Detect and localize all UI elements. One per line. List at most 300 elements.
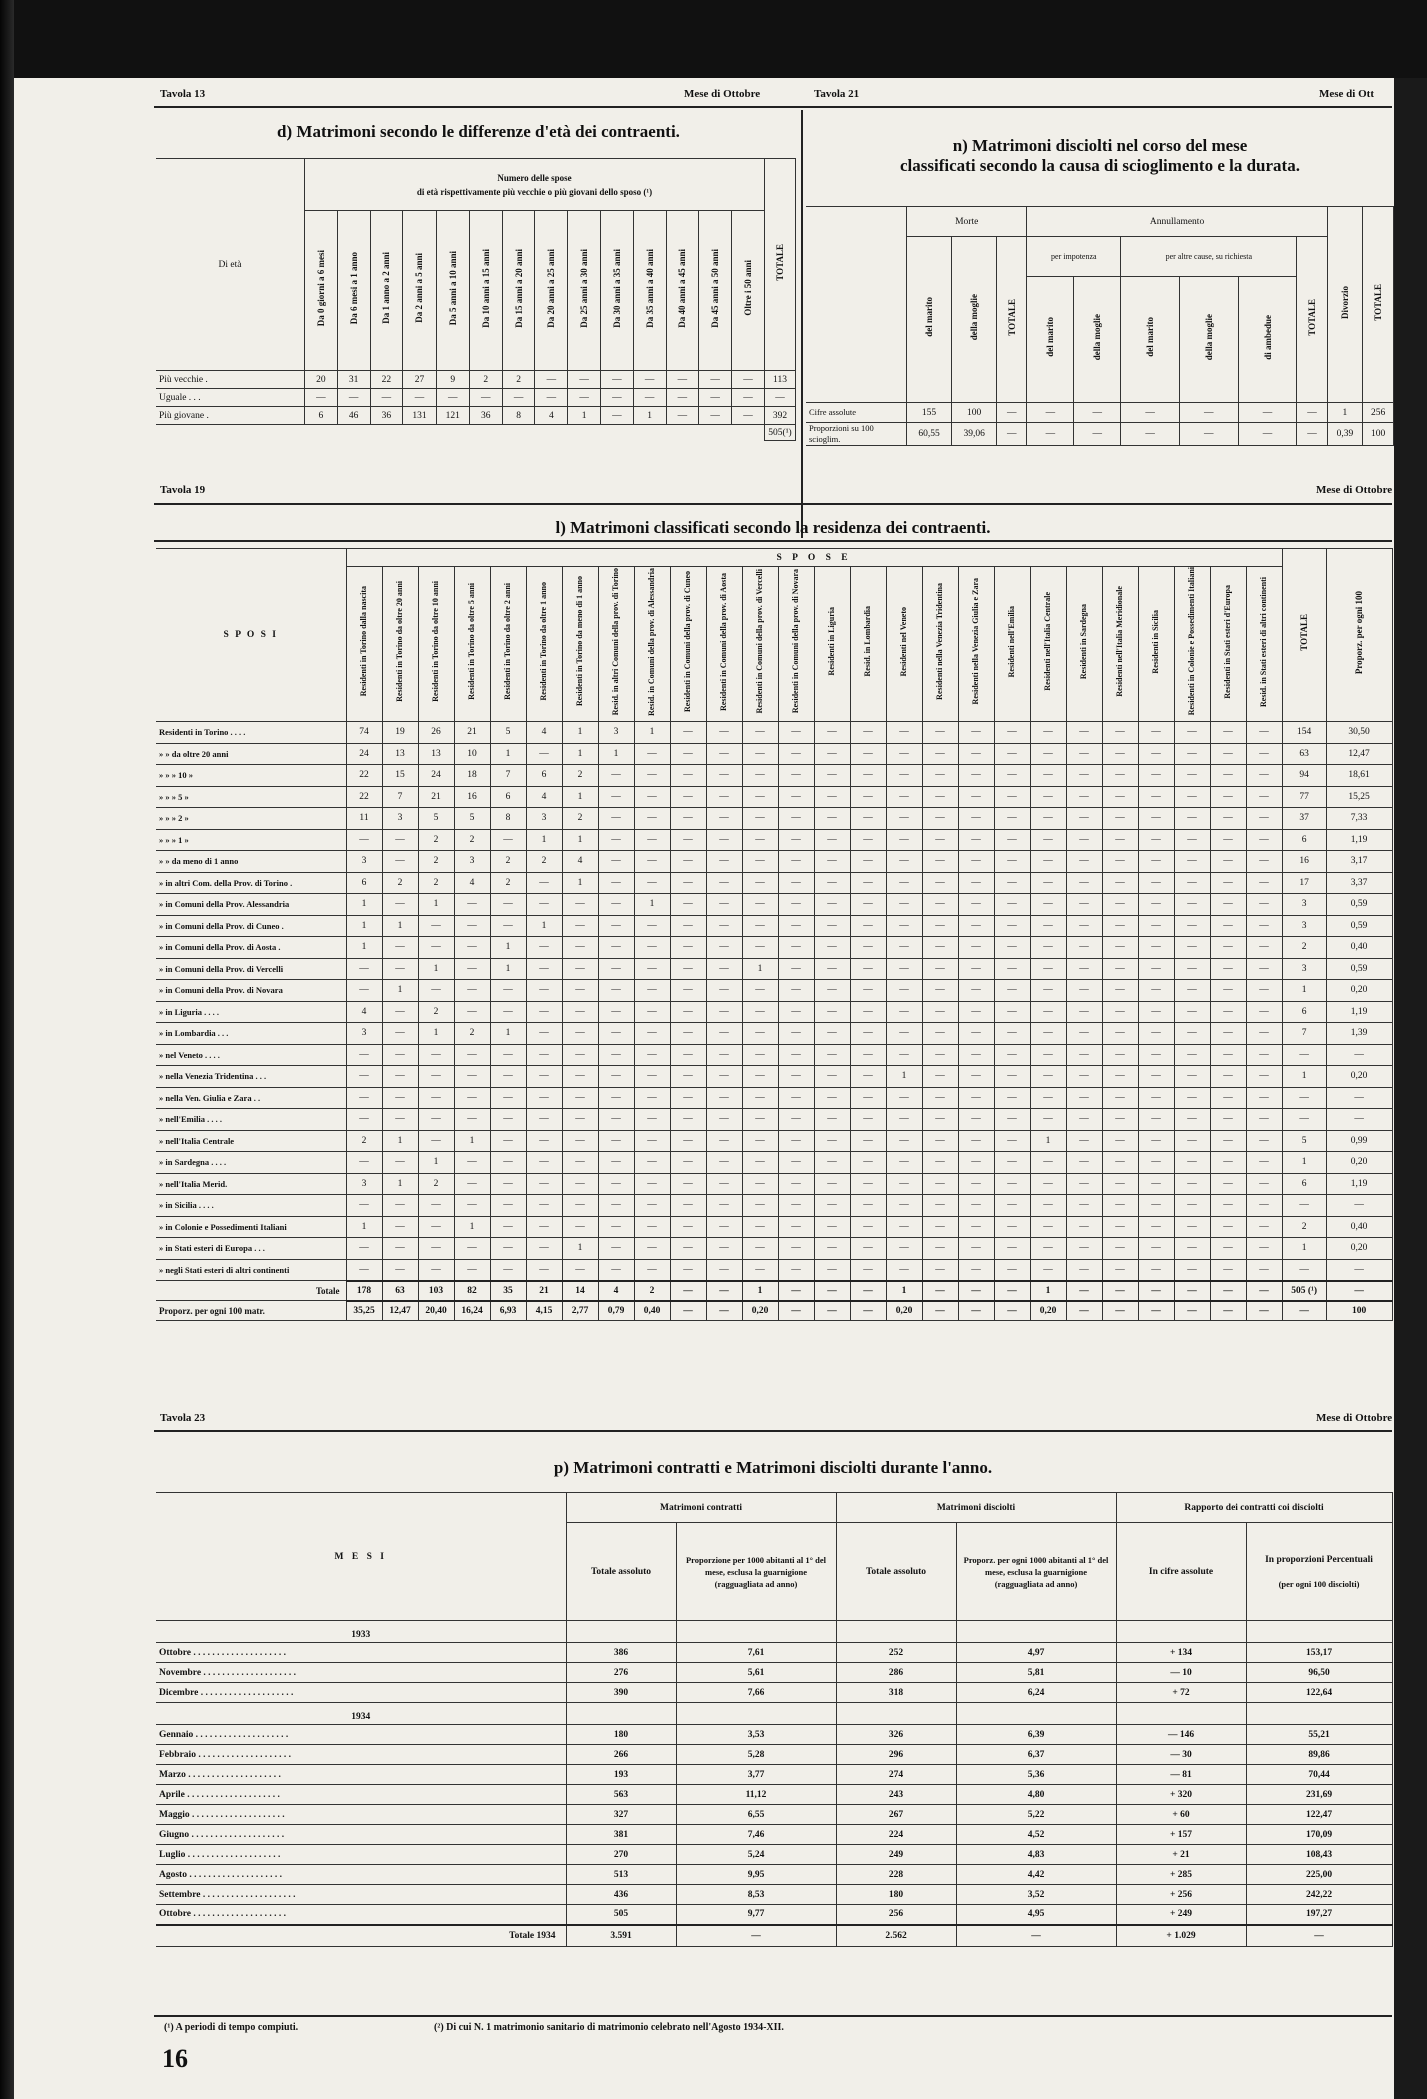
table-l-cell: — [1174, 829, 1210, 851]
table-l-cell: — [1246, 1152, 1282, 1174]
table-l-cell: 1 [418, 1023, 454, 1045]
table-l-cell: — [994, 1087, 1030, 1109]
table-d-cell: — [633, 389, 666, 407]
table-l-cell: — [778, 1238, 814, 1260]
table-l-cell: — [850, 980, 886, 1002]
table-l-cell: — [1138, 894, 1174, 916]
table-l-cell: — [886, 915, 922, 937]
table-l-cell: — [1210, 1001, 1246, 1023]
table-l-cell: — [454, 937, 490, 959]
table-l-col [454, 567, 490, 722]
table-p-cell [676, 1621, 836, 1643]
table-d-col-total [765, 159, 796, 371]
table-d-cell: 121 [436, 407, 469, 425]
table-l-cell: — [490, 1087, 526, 1109]
table-l-col-label: Residenti in Stati esteri d'Europa [1223, 584, 1232, 699]
table-l-cell: — [1210, 894, 1246, 916]
table-l-cell: — [850, 1173, 886, 1195]
table-l-cell: 1 [454, 1130, 490, 1152]
table-d-cell: 6 [305, 407, 338, 425]
table-p-month-label: Agosto . . . . . . . . . . . . . . . . . . . . [156, 1865, 566, 1885]
table-l-cell: — [778, 894, 814, 916]
table-l-cell: 2 [454, 1023, 490, 1045]
table-p-cell [956, 1703, 1116, 1725]
table-l-row-label: » nell'Italia Merid. [156, 1173, 346, 1195]
table-l-cell: — [1138, 1216, 1174, 1238]
table-p-row [156, 1845, 1392, 1865]
table-p-month-label: Giugno . . . . . . . . . . . . . . . . . . . . [156, 1825, 566, 1845]
table-d-cell: — [403, 389, 436, 407]
table-l-cell: 2 [418, 1173, 454, 1195]
table-l-cell: — [994, 851, 1030, 873]
table-l-cell: — [670, 1130, 706, 1152]
table-l-cell: — [814, 1301, 850, 1321]
table-l-cell: — [526, 1109, 562, 1131]
table-l-cell: — [670, 980, 706, 1002]
table-l-cell: — [1210, 1087, 1246, 1109]
table-l-row [156, 1130, 1392, 1152]
table-p-row [156, 1745, 1392, 1765]
table-l-cell: — [1066, 722, 1102, 744]
table-n-col [1179, 277, 1238, 403]
table-p-row [156, 1725, 1392, 1745]
table-l-total-row [156, 1281, 1392, 1301]
table-l-cell: — [778, 1195, 814, 1217]
table-l-cell: — [778, 1152, 814, 1174]
table-p-cell [566, 1621, 676, 1643]
table-l-cell: — [1210, 1130, 1246, 1152]
table-p-cell: 381 [566, 1825, 676, 1845]
table-d-col [305, 211, 338, 371]
table-n-col-label: di ambedue [1262, 314, 1273, 360]
table-l-cell: — [994, 1130, 1030, 1152]
table-l-cell: 2 [562, 808, 598, 830]
table-p-cell [1246, 1621, 1392, 1643]
table-l-cell: — [742, 1087, 778, 1109]
table-l-col-label: Residenti in Torino da oltre 20 anni [395, 581, 404, 702]
table-p-cell: 7,46 [676, 1825, 836, 1845]
table-p-col-perc-1: In proporzioni Percentuali [1265, 1554, 1373, 1565]
table-l-cell: — [382, 1195, 418, 1217]
table-l-cell: 6 [526, 765, 562, 787]
table-d-col [535, 211, 568, 371]
table-l-cell: — [778, 872, 814, 894]
table-l-cell: — [1102, 722, 1138, 744]
table-l-cell: — [1246, 786, 1282, 808]
table-l-cell: — [814, 1216, 850, 1238]
table-l-cell: — [1030, 1259, 1066, 1281]
table-l-cell: — [490, 1109, 526, 1131]
table-l-cell: — [1282, 1087, 1326, 1109]
table-l-cell: 0,79 [598, 1301, 634, 1321]
table-l-cell: — [634, 1216, 670, 1238]
table-n-col-label: del marito [924, 297, 935, 337]
table-p-cell: 5,81 [956, 1663, 1116, 1683]
table-l-cell: — [1246, 1023, 1282, 1045]
table-l-cell: — [706, 851, 742, 873]
table-l-cell: — [670, 829, 706, 851]
table-l-cell: — [814, 1173, 850, 1195]
table-l-cell: — [670, 1066, 706, 1088]
table-p-cell: 4,80 [956, 1785, 1116, 1805]
table-l-cell: 19 [382, 722, 418, 744]
table-l-cell: — [490, 1044, 526, 1066]
table-l-cell: — [1102, 765, 1138, 787]
table-l-cell: 10 [454, 743, 490, 765]
table-l-cell: — [670, 937, 706, 959]
table-l-cell: — [922, 915, 958, 937]
table-l-cell: — [814, 722, 850, 744]
table-l-cell: — [886, 765, 922, 787]
table-p-cell: 252 [836, 1643, 956, 1663]
table-l-cell: — [1066, 1195, 1102, 1217]
table-n-col [952, 237, 997, 403]
table-l-cell: — [1138, 1152, 1174, 1174]
table-l-cell: 5 [454, 808, 490, 830]
table-l-cell: — [1246, 1173, 1282, 1195]
table-l-cell: — [1066, 1238, 1102, 1260]
table-l-cell: — [634, 1152, 670, 1174]
table-p-body [156, 1621, 1392, 1947]
table-l-cell: — [1174, 786, 1210, 808]
table-l-cell: — [1138, 1281, 1174, 1301]
table-l-cell: — [382, 937, 418, 959]
table-l-cell: — [670, 1001, 706, 1023]
table-l-cell: 2 [562, 765, 598, 787]
table-n-cell: — [997, 403, 1027, 423]
table-p-cell: 122,47 [1246, 1805, 1392, 1825]
table-l-cell: — [958, 1023, 994, 1045]
table-d-cell: — [666, 389, 699, 407]
table-p-month-label: Ottobre . . . . . . . . . . . . . . . . . . . . [156, 1905, 566, 1925]
table-n-row-label: Cifre assolute [806, 403, 907, 423]
table-l-cell: — [562, 1023, 598, 1045]
table-d-col [568, 211, 601, 371]
table-p-month-label: Ottobre . . . . . . . . . . . . . . . . . . . . [156, 1643, 566, 1663]
table-l-col [958, 567, 994, 722]
table-l-cell: — [1210, 915, 1246, 937]
table-l-cell: — [526, 1173, 562, 1195]
table-l-col [922, 567, 958, 722]
table-l-cell: — [670, 765, 706, 787]
table-l-cell: — [346, 1066, 382, 1088]
table-l-cell: — [886, 872, 922, 894]
table-l-cell: — [922, 1216, 958, 1238]
table-l-cell: — [1102, 851, 1138, 873]
table-l-cell: — [1066, 743, 1102, 765]
table-l-cell: — [1246, 851, 1282, 873]
table-p-col-perc-2: (per ogni 100 disciolti) [1278, 1578, 1360, 1589]
table-l-row [156, 1087, 1392, 1109]
table-n-cell: 100 [952, 403, 997, 423]
table-p-cell [836, 1703, 956, 1725]
table-l-cell: — [742, 1195, 778, 1217]
table-l-cell: 154 [1282, 722, 1326, 744]
table-p-cell: — [1246, 1925, 1392, 1947]
table-p-cell: 266 [566, 1745, 676, 1765]
table-l-col-label: Residenti in Comuni della prov. di Aosta [719, 572, 728, 711]
table-l-cell: — [994, 765, 1030, 787]
table-d-cell: — [732, 371, 765, 389]
table-l-cell: 2 [418, 851, 454, 873]
table-l-col-label: Residenti in Sicilia [1151, 609, 1160, 674]
header-tavola-19: Tavola 19 [160, 484, 206, 496]
table-p-month-label: Settembre . . . . . . . . . . . . . . . . . . . . [156, 1885, 566, 1905]
table-l-cell: — [1066, 1259, 1102, 1281]
table-l-cell: 1 [382, 1130, 418, 1152]
table-l-cell: — [634, 937, 670, 959]
table-p-cell: 513 [566, 1865, 676, 1885]
table-l-cell: — [778, 1044, 814, 1066]
table-p-cell: 8,53 [676, 1885, 836, 1905]
table-l-cell: — [562, 1001, 598, 1023]
table-l-cell: 2 [634, 1281, 670, 1301]
table-l-cell: — [1246, 1066, 1282, 1088]
table-l-cell: — [1174, 894, 1210, 916]
table-l-cell: — [382, 958, 418, 980]
table-l-cell: — [382, 1001, 418, 1023]
table-p-col-prop-1: Proporzione per 1000 abitanti al 1° del mese, esclusa la guarnigione (ragguagliata ad anno) [676, 1523, 836, 1621]
table-l-cell: — [1282, 1259, 1326, 1281]
table-l-cell: 37 [1282, 808, 1326, 830]
table-l-cell: — [1030, 1087, 1066, 1109]
table-l-cell: — [1030, 786, 1066, 808]
table-l-cell: — [1030, 937, 1066, 959]
table-l-cell: — [706, 743, 742, 765]
table-l-cell: 1 [526, 915, 562, 937]
table-l-cell: — [994, 894, 1030, 916]
table-l-cell: 18 [454, 765, 490, 787]
table-l-cell: — [1210, 980, 1246, 1002]
table-n-row [806, 423, 1394, 446]
table-l-cell: — [850, 1087, 886, 1109]
table-l-cell: — [958, 1066, 994, 1088]
table-l-cell: — [1102, 915, 1138, 937]
table-l-cell: — [526, 980, 562, 1002]
table-l-cell: 1 [346, 915, 382, 937]
table-l-cell: — [994, 1173, 1030, 1195]
table-l-col-label: Residenti in Comuni della prov. di Vercelli [755, 569, 764, 714]
table-l-row [156, 786, 1392, 808]
table-l-cell: — [1030, 915, 1066, 937]
table-d-cell: — [600, 371, 633, 389]
table-n-col-totale [1363, 207, 1394, 403]
table-l-col [382, 567, 418, 722]
table-l-cell: — [1030, 1238, 1066, 1260]
table-l-cell: — [490, 1130, 526, 1152]
table-l-cell: — [634, 808, 670, 830]
table-n-col [997, 237, 1027, 403]
table-l-cell: — [346, 1087, 382, 1109]
table-l-cell: — [1102, 1023, 1138, 1045]
table-l-cell: — [1174, 1087, 1210, 1109]
table-l-cell: 0,20 [742, 1301, 778, 1321]
table-p-cell: 436 [566, 1885, 676, 1905]
table-p-cell: 270 [566, 1845, 676, 1865]
table-l-cell: — [1030, 894, 1066, 916]
table-l-cell: — [994, 1195, 1030, 1217]
table-p-cell: 6,37 [956, 1745, 1116, 1765]
table-l-row-label: » in Comuni della Prov. di Vercelli [156, 958, 346, 980]
table-l-cell: — [850, 915, 886, 937]
table-l-row-label: » nella Ven. Giulia e Zara . . [156, 1087, 346, 1109]
table-l-col-label: Resid. in Stati esteri di altri continenti [1259, 576, 1269, 707]
table-l-cell: — [382, 1066, 418, 1088]
table-p-cell: 3,52 [956, 1885, 1116, 1905]
table-l-cell: — [742, 765, 778, 787]
table-p-cell: 4,97 [956, 1643, 1116, 1663]
table-l-cell: 2 [1282, 937, 1326, 959]
table-l-cell: — [670, 1109, 706, 1131]
table-p-cell: + 72 [1116, 1683, 1246, 1703]
table-l-cell: — [814, 1130, 850, 1152]
table-l-cell: — [598, 786, 634, 808]
table-l-col-label: Residenti nell'Italia Centrale [1043, 592, 1052, 691]
table-l-cell: — [814, 829, 850, 851]
table-l-cell: — [1326, 1195, 1392, 1217]
table-l-cell: 1 [562, 1238, 598, 1260]
table-l-cell: — [778, 1087, 814, 1109]
table-l-cell: — [742, 1173, 778, 1195]
table-l-cell: — [490, 1216, 526, 1238]
table-l-row [156, 722, 1392, 744]
table-l-cell: — [1138, 1066, 1174, 1088]
table-l-cell: — [886, 851, 922, 873]
table-d-col [633, 211, 666, 371]
table-l-cell: — [490, 1238, 526, 1260]
table-l-cell: — [1174, 1173, 1210, 1195]
table-l-spose-header: S P O S E [346, 549, 1282, 567]
table-l-cell: 1 [490, 743, 526, 765]
header-rule-3 [154, 1430, 1392, 1432]
table-n-cell: 155 [907, 403, 952, 423]
table-l-cell: — [598, 1152, 634, 1174]
table-l-cell: 0,59 [1326, 915, 1392, 937]
table-p-cell: 6,24 [956, 1683, 1116, 1703]
table-l-cell: — [706, 1259, 742, 1281]
table-l-cell: — [706, 765, 742, 787]
table-l-cell: — [382, 1087, 418, 1109]
table-p-cell: 243 [836, 1785, 956, 1805]
table-d-cell: 113 [765, 371, 796, 389]
table-l-col [994, 567, 1030, 722]
table-l-cell: — [670, 808, 706, 830]
table-p-cell: 2.562 [836, 1925, 956, 1947]
table-p-cell [1116, 1621, 1246, 1643]
table-p-row [156, 1885, 1392, 1905]
table-p-month-label: Febbraio . . . . . . . . . . . . . . . . . . . . [156, 1745, 566, 1765]
table-l-cell: — [454, 1109, 490, 1131]
table-l-cell: — [1102, 1087, 1138, 1109]
table-p-cell: 286 [836, 1663, 956, 1683]
table-n-cell: — [1027, 423, 1074, 446]
table-l-cell: 1 [562, 722, 598, 744]
table-l-cell: 3 [598, 722, 634, 744]
table-l-col [886, 567, 922, 722]
table-l-cell: — [598, 1023, 634, 1045]
table-l-cell: — [994, 1066, 1030, 1088]
table-l-cell: — [814, 1281, 850, 1301]
table-l-cell: 8 [490, 808, 526, 830]
table-l-row-label: » nell'Emilia . . . . [156, 1109, 346, 1131]
table-p-cell: 505 [566, 1905, 676, 1925]
table-l-col [778, 567, 814, 722]
table-l-cell: — [670, 1238, 706, 1260]
table-l-cell: — [1030, 743, 1066, 765]
table-l-title: l) Matrimoni classificati secondo la residenza dei contraenti. [555, 518, 991, 537]
table-l-cell: — [670, 894, 706, 916]
table-l-cell: 18,61 [1326, 765, 1392, 787]
table-l-cell: — [1102, 808, 1138, 830]
table-d-col-label: TOTALE [775, 243, 785, 281]
table-p-col-totale-1: Totale assoluto [566, 1523, 676, 1621]
table-p-year-label: 1934 [156, 1703, 566, 1725]
table-n-cell: — [1238, 423, 1297, 446]
table-l-cell: 7 [382, 786, 418, 808]
table-l-cell: — [922, 1152, 958, 1174]
table-l-cell: — [922, 1130, 958, 1152]
table-n-col [907, 237, 952, 403]
table-l-cell: 1 [346, 894, 382, 916]
table-l-col-label: Residenti in Comuni della prov. di Novara [791, 569, 800, 714]
table-n-row-label: Proporzioni su 100 scioglim. [806, 423, 907, 446]
table-l-cell: 1 [1030, 1130, 1066, 1152]
table-l-col [1246, 567, 1282, 722]
table-l-cell: — [1210, 1023, 1246, 1045]
table-d-group-header [305, 159, 765, 211]
table-l-row-label: » » da meno di 1 anno [156, 851, 346, 873]
table-l-cell: — [1102, 1109, 1138, 1131]
table-l-cell: — [1246, 829, 1282, 851]
table-l-cell: — [994, 1216, 1030, 1238]
table-l-cell: — [1210, 765, 1246, 787]
table-d-col-label: Da 2 anni a 5 anni [414, 253, 425, 323]
table-d-cell: 9 [436, 371, 469, 389]
table-l-row [156, 1044, 1392, 1066]
table-l-cell: — [1174, 1066, 1210, 1088]
table-l-cell: — [958, 1087, 994, 1109]
table-l-cell: — [850, 1130, 886, 1152]
table-l-cell: — [994, 937, 1030, 959]
table-l-cell: — [1066, 786, 1102, 808]
table-l-cell: — [850, 1066, 886, 1088]
table-l-cell: — [634, 1087, 670, 1109]
table-l-cell: — [562, 958, 598, 980]
table-p-cell: 6,39 [956, 1725, 1116, 1745]
table-l-cell: — [670, 851, 706, 873]
table-l-row-label: » in Stati esteri di Europa . . . [156, 1238, 346, 1260]
table-l-cell: — [958, 1281, 994, 1301]
table-p-cell: + 249 [1116, 1905, 1246, 1925]
table-l-cell: — [994, 958, 1030, 980]
table-l-cell: — [1210, 1216, 1246, 1238]
table-l-cell: — [814, 1259, 850, 1281]
table-d-col-label: Da 0 giorni a 6 mesi [315, 249, 326, 327]
table-l-cell: — [1066, 1301, 1102, 1321]
table-p-total-label: Totale 1934 [156, 1925, 566, 1947]
table-l-cell: — [562, 1066, 598, 1088]
table-l-cell: 4 [598, 1281, 634, 1301]
table-l-cell: — [418, 1044, 454, 1066]
table-l-cell: — [886, 786, 922, 808]
table-d-col-label: Da 20 anni a 25 anni [546, 248, 557, 328]
table-p-cell: — [676, 1925, 836, 1947]
table-l-cell: 11 [346, 808, 382, 830]
table-l-cell: — [922, 1281, 958, 1301]
table-l-row-label: » » » 1 » [156, 829, 346, 851]
table-l [156, 548, 1393, 1321]
table-l-cell: — [706, 1195, 742, 1217]
